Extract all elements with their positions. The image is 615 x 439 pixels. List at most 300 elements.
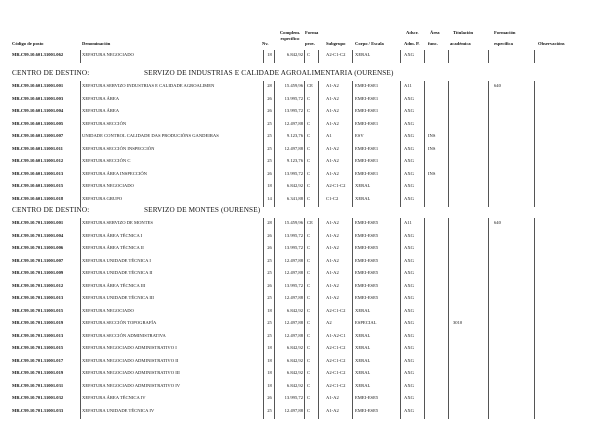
column-rule (400, 119, 401, 132)
header-forma-l2: prov. (305, 41, 315, 46)
column-rule (424, 356, 425, 369)
column-rule (352, 218, 353, 231)
column-rule (263, 194, 264, 207)
corpo-escala: EMEI-ESE1 (355, 158, 379, 163)
denominacion: XEFATURA ÁREA (82, 95, 120, 101)
column-rule (488, 119, 489, 132)
column-rule (318, 81, 319, 94)
column-rule (80, 169, 81, 182)
column-rule (318, 368, 319, 381)
column-rule (424, 94, 425, 107)
column-rule (274, 131, 275, 144)
column-rule (488, 106, 489, 119)
column-rule (534, 94, 535, 107)
header-subgrupo: Subgrupo (326, 41, 346, 46)
nivel: 26 (267, 108, 272, 113)
column-rule (352, 268, 353, 281)
column-rule (263, 343, 264, 356)
column-rule (448, 281, 449, 294)
column-rule (318, 106, 319, 119)
column-rule (424, 169, 425, 182)
denominacion: XEFATURA GRUPO (82, 195, 123, 201)
column-rule (304, 281, 305, 294)
posto-code: MR.C99.10.701.31001.001 (12, 220, 64, 225)
formacion: 640 (494, 220, 501, 225)
area-funcional: INS (428, 133, 436, 138)
adscricion: AXG (404, 232, 414, 238)
forma-provision: C (307, 183, 311, 188)
column-rule (304, 331, 305, 344)
forma-provision: C (307, 295, 311, 300)
complemento: 12.497,88 (284, 120, 303, 126)
nivel: 25 (267, 407, 272, 413)
subgrupo: A1-A2 (326, 282, 339, 288)
forma-provision: C (307, 345, 311, 350)
formacion: 640 (494, 83, 501, 88)
forma-provision: C (307, 145, 311, 151)
complemento: 6.842,92 (286, 307, 303, 313)
column-rule (263, 106, 264, 119)
column-rule (424, 306, 425, 319)
column-rule (400, 268, 401, 281)
denominacion: XEFATURA NEGOCIADO ADMINISTRATIVO II (82, 357, 179, 363)
adscricion: AXG (404, 95, 414, 101)
column-rule (534, 281, 535, 294)
column-rule (80, 368, 81, 381)
denominacion: XEFATURA ÁREA TÉCNICA IV (82, 395, 146, 400)
posto-code: MR.C99.10.601.31001.003 (12, 95, 64, 101)
column-rule (263, 268, 264, 281)
corpo-escala: EMEI-ESE5 (355, 257, 379, 263)
column-rule (304, 106, 305, 119)
adscricion: AXG (404, 320, 414, 325)
column-rule (318, 218, 319, 231)
column-rule (400, 256, 401, 269)
denominacion: XEFATURA SECCIÓN (82, 120, 127, 126)
column-rule (448, 106, 449, 119)
subgrupo: A1-A2 (326, 407, 339, 413)
complemento: 12.497,88 (284, 145, 303, 151)
nivel: 25 (267, 133, 272, 138)
column-rule (318, 268, 319, 281)
column-rule (318, 256, 319, 269)
column-rule (448, 218, 449, 231)
posto-code: MR.C99.10.701.31001.019 (12, 320, 64, 325)
column-rule (274, 368, 275, 381)
titulacion: 3010 (453, 320, 463, 325)
subgrupo: A1-A2 (326, 158, 339, 163)
column-rule (424, 406, 425, 419)
section-name: SERVIZO DE MONTES (OURENSE) (144, 206, 261, 214)
column-rule (304, 169, 305, 182)
nivel: 26 (267, 282, 272, 288)
column-rule (488, 331, 489, 344)
column-rule (263, 144, 264, 157)
subgrupo: A2-C1-C2 (326, 52, 346, 57)
column-rule (304, 306, 305, 319)
posto-code: MR.C99.10.601.31001.005 (12, 120, 64, 126)
column-rule (274, 243, 275, 256)
denominacion: XEFATURA ÁREA TÉCNICA III (82, 282, 146, 288)
table-row (0, 94, 615, 104)
header-adscricion-l1: Adscr. (406, 30, 419, 35)
forma-provision: C (307, 382, 311, 388)
column-rule (318, 293, 319, 306)
column-rule (80, 293, 81, 306)
column-rule (318, 393, 319, 406)
column-rule (352, 331, 353, 344)
complemento: 12.497,88 (284, 320, 303, 325)
column-rule (318, 144, 319, 157)
column-rule (448, 368, 449, 381)
column-rule (274, 256, 275, 269)
header-corpo: Corpo / Escala (355, 41, 384, 46)
column-rule (534, 181, 535, 194)
denominacion: XEFATURA ÁREA TÉCNICA II (82, 245, 144, 250)
column-rule (534, 406, 535, 419)
complemento: 13.995,72 (284, 95, 303, 101)
column-rule (352, 256, 353, 269)
subgrupo: A2-C1-C2 (326, 357, 346, 363)
complemento: 6.842,92 (286, 183, 303, 188)
column-rule (263, 368, 264, 381)
complemento: 9.123,76 (286, 158, 303, 163)
denominacion: XEFATURA SECCIÓN C (82, 158, 131, 163)
denominacion: XEFATURA UNIDADE TÉCNICA II (82, 270, 153, 275)
column-rule (318, 50, 319, 63)
column-rule (534, 106, 535, 119)
corpo-escala: XERAL (355, 52, 371, 57)
column-rule (318, 356, 319, 369)
column-rule (424, 81, 425, 94)
subgrupo: A1-A2 (326, 95, 339, 101)
column-rule (488, 169, 489, 182)
column-rule (304, 318, 305, 331)
forma-provision: C (307, 270, 311, 275)
forma-provision: C (307, 307, 311, 313)
column-rule (274, 343, 275, 356)
table-row (0, 169, 615, 179)
posto-code: MR.C99.10.701.31001.019 (12, 370, 64, 375)
denominacion: XEFATURA UNIDADE TÉCNICA III (82, 295, 154, 300)
column-rule (448, 381, 449, 394)
complemento: 13.995,72 (284, 108, 303, 113)
header-area-l1: Área (430, 30, 440, 35)
column-rule (534, 169, 535, 182)
subgrupo: A1-A2 (326, 108, 339, 113)
column-rule (488, 94, 489, 107)
column-rule (400, 50, 401, 63)
area-funcional: INS (428, 170, 436, 176)
column-rule (488, 268, 489, 281)
table-row (0, 156, 615, 166)
column-rule (448, 406, 449, 419)
column-rule (400, 306, 401, 319)
nivel: 18 (267, 382, 272, 388)
column-rule (263, 94, 264, 107)
nivel: 25 (267, 158, 272, 163)
column-rule (304, 81, 305, 94)
adscricion: AXG (404, 145, 414, 151)
forma-provision: C (307, 407, 311, 413)
corpo-escala: XERAL (355, 382, 371, 388)
forma-provision: CE (307, 83, 313, 88)
column-rule (318, 119, 319, 132)
column-rule (80, 281, 81, 294)
column-rule (448, 81, 449, 94)
column-rule (424, 343, 425, 356)
column-rule (80, 306, 81, 319)
column-rule (263, 306, 264, 319)
corpo-escala: EMEI-ESE1 (355, 95, 379, 101)
subgrupo: A1-A2 (326, 220, 339, 225)
column-rule (448, 181, 449, 194)
column-rule (352, 393, 353, 406)
column-rule (80, 50, 81, 63)
forma-provision: C (307, 320, 311, 325)
header-codigo: Código de posto (12, 41, 44, 46)
column-rule (352, 356, 353, 369)
posto-code: MR.C99.10.701.31001.013 (12, 332, 64, 338)
subgrupo: A2-C1-C2 (326, 370, 346, 375)
column-rule (80, 194, 81, 207)
column-rule (304, 243, 305, 256)
column-rule (448, 256, 449, 269)
nivel: 25 (267, 270, 272, 275)
posto-code: MR.C99.10.601.31001.004 (12, 108, 64, 113)
column-rule (488, 81, 489, 94)
forma-provision: C (307, 195, 311, 201)
column-rule (263, 231, 264, 244)
column-rule (263, 256, 264, 269)
adscricion: AXG (404, 170, 414, 176)
column-rule (534, 318, 535, 331)
column-rule (448, 144, 449, 157)
column-rule (488, 243, 489, 256)
column-rule (274, 406, 275, 419)
adscricion: AXG (404, 183, 414, 188)
column-rule (304, 268, 305, 281)
column-rule (534, 231, 535, 244)
column-rule (80, 256, 81, 269)
corpo-escala: EMEI-ESE5 (355, 220, 379, 225)
column-rule (80, 356, 81, 369)
column-rule (80, 156, 81, 169)
column-rule (400, 156, 401, 169)
corpo-escala: XERAL (355, 183, 371, 188)
forma-provision: C (307, 232, 311, 238)
column-rule (448, 331, 449, 344)
corpo-escala: XERAL (355, 370, 371, 375)
column-rule (274, 356, 275, 369)
column-rule (488, 343, 489, 356)
forma-provision: C (307, 133, 311, 138)
subgrupo: A1-A2 (326, 120, 339, 126)
nivel: 14 (267, 195, 272, 201)
column-rule (304, 50, 305, 63)
denominacion: XEFATURA UNIDADE TÉCNICA IV (82, 407, 155, 413)
complemento: 6.842,92 (286, 52, 303, 57)
column-rule (488, 218, 489, 231)
column-rule (488, 194, 489, 207)
posto-code: MR.C99.10.701.31001.015 (12, 345, 64, 350)
column-rule (424, 106, 425, 119)
table-row (0, 194, 615, 204)
denominacion: XEFATURA NEGOCIADO (82, 52, 134, 57)
adscricion: AXG (404, 108, 414, 113)
column-rule (274, 393, 275, 406)
header-formacion-l2: específica (494, 41, 513, 46)
forma-provision: C (307, 282, 311, 288)
column-rule (80, 406, 81, 419)
table-row (0, 106, 615, 116)
adscricion: AXG (404, 370, 414, 375)
column-rule (80, 343, 81, 356)
column-rule (274, 81, 275, 94)
corpo-escala: EMEI-ESE5 (355, 270, 379, 275)
corpo-escala: EMEI-ESE5 (355, 232, 379, 238)
subgrupo: A1 (326, 133, 332, 138)
posto-code: MR.C99.10.701.31001.012 (12, 282, 64, 288)
column-rule (534, 156, 535, 169)
column-rule (448, 131, 449, 144)
subgrupo: A1-A2 (326, 270, 339, 275)
column-rule (263, 81, 264, 94)
corpo-escala: XERAL (355, 357, 371, 363)
column-rule (400, 356, 401, 369)
corpo-escala: EMEI-ESE1 (355, 145, 379, 151)
column-rule (424, 381, 425, 394)
complemento: 6.842,92 (286, 370, 303, 375)
column-rule (488, 231, 489, 244)
column-rule (80, 106, 81, 119)
column-rule (304, 343, 305, 356)
column-rule (488, 318, 489, 331)
column-rule (352, 318, 353, 331)
column-rule (263, 181, 264, 194)
section-label: CENTRO DE DESTINO: (12, 206, 90, 214)
column-rule (400, 218, 401, 231)
adscricion: AXG (404, 270, 414, 275)
table-row (0, 144, 615, 154)
column-rule (352, 406, 353, 419)
complemento: 15.459,96 (284, 83, 303, 88)
subgrupo: A2-C1-C2 (326, 382, 346, 388)
column-rule (318, 406, 319, 419)
nivel: 18 (267, 52, 272, 57)
column-rule (80, 94, 81, 107)
section-label: CENTRO DE DESTINO: (12, 69, 90, 77)
column-rule (424, 268, 425, 281)
header-nivel: Nv. (262, 41, 269, 46)
column-rule (448, 306, 449, 319)
forma-provision: C (307, 108, 311, 113)
column-rule (448, 393, 449, 406)
table-row (0, 393, 615, 403)
nivel: 18 (267, 307, 272, 313)
column-rule (318, 243, 319, 256)
column-rule (448, 231, 449, 244)
denominacion: XEFATURA SERVIZO DE MONTES (82, 220, 153, 225)
column-rule (274, 318, 275, 331)
column-rule (488, 393, 489, 406)
column-rule (304, 156, 305, 169)
column-rule (400, 144, 401, 157)
column-rule (400, 243, 401, 256)
forma-provision: C (307, 95, 311, 101)
column-rule (488, 356, 489, 369)
column-rule (424, 156, 425, 169)
column-rule (534, 194, 535, 207)
column-rule (424, 194, 425, 207)
nivel: 18 (267, 183, 272, 188)
column-rule (318, 181, 319, 194)
column-rule (400, 131, 401, 144)
nivel: 18 (267, 357, 272, 363)
column-rule (274, 218, 275, 231)
table-row (0, 218, 615, 228)
column-rule (488, 156, 489, 169)
nivel: 18 (267, 345, 272, 350)
column-rule (304, 356, 305, 369)
adscricion: A11 (404, 83, 412, 88)
corpo-escala: ESPECIAL (355, 320, 377, 325)
denominacion: XEFATURA NEGOCIADO (82, 183, 134, 188)
column-rule (263, 119, 264, 132)
column-rule (424, 50, 425, 63)
header-adscricion-l2: Adm. P. (404, 41, 420, 46)
column-rule (352, 106, 353, 119)
column-rule (274, 181, 275, 194)
adscricion: AXG (404, 257, 414, 263)
adscricion: AXG (404, 307, 414, 313)
column-rule (304, 368, 305, 381)
column-rule (488, 50, 489, 63)
column-rule (424, 231, 425, 244)
column-rule (352, 81, 353, 94)
column-rule (400, 231, 401, 244)
denominacion: XEFATURA SERVIZO INDUSTRIAS E CALIDADE AGROALIMEN (82, 83, 215, 88)
column-rule (488, 131, 489, 144)
table-row (0, 243, 615, 253)
column-rule (424, 181, 425, 194)
column-rule (263, 393, 264, 406)
column-rule (400, 368, 401, 381)
column-rule (352, 119, 353, 132)
column-rule (304, 194, 305, 207)
complemento: 12.497,88 (284, 295, 303, 300)
table-row (0, 81, 615, 91)
column-rule (448, 156, 449, 169)
adscricion: AXG (404, 407, 414, 413)
column-rule (352, 169, 353, 182)
nivel: 18 (267, 370, 272, 375)
column-rule (263, 169, 264, 182)
column-rule (352, 243, 353, 256)
denominacion: XEFATURA NEGOCIADO ADMINISTRATIVO III (82, 370, 180, 375)
column-rule (318, 231, 319, 244)
column-rule (424, 293, 425, 306)
nivel: 26 (267, 232, 272, 238)
complemento: 12.497,88 (284, 257, 303, 263)
column-rule (263, 156, 264, 169)
column-rule (304, 231, 305, 244)
column-rule (352, 50, 353, 63)
table-row (0, 381, 615, 391)
column-rule (488, 181, 489, 194)
column-rule (534, 293, 535, 306)
column-rule (352, 94, 353, 107)
